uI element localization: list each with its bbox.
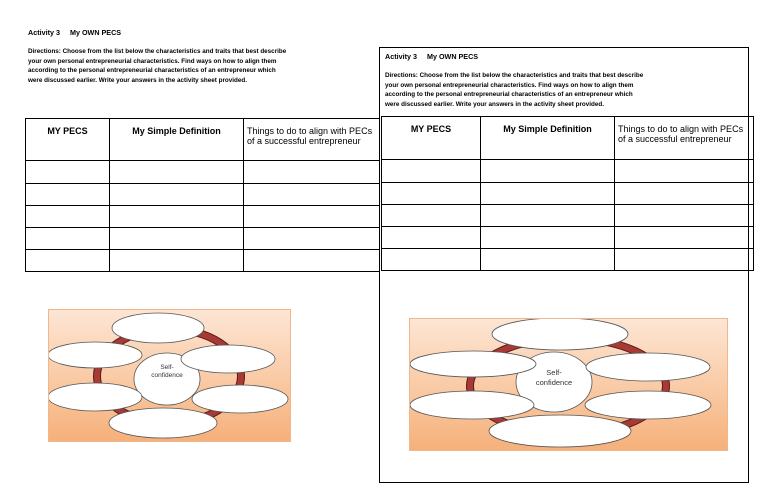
- table-cell[interactable]: [481, 183, 615, 205]
- header-things-to-do: Things to do to align with PECs of a successful entrepreneur: [244, 119, 380, 161]
- table-cell[interactable]: [382, 160, 481, 183]
- table-cell[interactable]: [615, 249, 754, 271]
- directions-line: your own personal entrepreneurial characteristics. Find ways on how to align them: [385, 81, 634, 89]
- directions-line: according to the personal entrepreneurial characteristics of an entrepreneur which: [28, 67, 276, 75]
- pecs-diagram-left: [48, 309, 291, 442]
- table-cell[interactable]: [244, 184, 380, 206]
- table-cell[interactable]: [110, 184, 244, 206]
- table-cell[interactable]: [382, 249, 481, 271]
- table-cell[interactable]: [615, 160, 754, 183]
- table-cell[interactable]: [110, 250, 244, 272]
- table-header-row: [26, 119, 380, 161]
- activity-panel-left: [28, 28, 378, 85]
- table-cell[interactable]: [110, 161, 244, 184]
- table-cell[interactable]: [26, 184, 110, 206]
- table-row: [382, 205, 754, 227]
- table-cell[interactable]: [244, 206, 380, 228]
- header-my-simple-definition: My Simple Definition: [481, 117, 615, 160]
- directions-line: Directions: Choose from the list below the characteristics and traits that best describe: [28, 48, 287, 55]
- header-things-to-do: Things to do to align with PECs of a successful entrepreneur: [615, 117, 754, 160]
- table-cell[interactable]: [26, 206, 110, 228]
- pecs-table-right: [381, 116, 754, 271]
- trait-oval-bottom[interactable]: [109, 408, 217, 438]
- directions-line: were discussed earlier. Write your answers in the activity sheet provided.: [28, 76, 247, 84]
- table-cell[interactable]: [481, 227, 615, 249]
- table-row: [382, 227, 754, 249]
- trait-oval-lower-right[interactable]: [192, 385, 288, 413]
- trait-oval-lower-left[interactable]: [410, 391, 534, 419]
- pecs-table-left: [25, 118, 380, 272]
- table-header-row: [382, 117, 754, 160]
- table-cell[interactable]: [244, 250, 380, 272]
- pecs-diagram-right: [409, 318, 728, 451]
- table-cell[interactable]: [26, 228, 110, 250]
- activity-title: My OWN PECS: [69, 28, 122, 37]
- trait-oval-bottom[interactable]: [489, 415, 631, 447]
- table-row: [26, 206, 380, 228]
- trait-oval-lower-left[interactable]: [49, 383, 142, 411]
- table-row: [26, 228, 380, 250]
- table-cell[interactable]: [110, 228, 244, 250]
- directions-text: [28, 47, 378, 85]
- header-my-pecs: MY PECS: [382, 117, 481, 160]
- table-cell[interactable]: [382, 227, 481, 249]
- table-row: [26, 161, 380, 184]
- table-cell[interactable]: [615, 183, 754, 205]
- activity-heading: [385, 52, 643, 61]
- trait-oval-upper-left[interactable]: [410, 351, 536, 377]
- directions-text: [385, 71, 643, 109]
- table-row: [26, 250, 380, 272]
- directions-line: Directions: Choose from the list below the characteristics and traits that best describe: [385, 72, 644, 79]
- activity-title: My OWN PECS: [426, 52, 479, 61]
- table-cell[interactable]: [481, 160, 615, 183]
- table-row: [382, 249, 754, 271]
- directions-line: your own personal entrepreneurial characteristics. Find ways on how to align them: [28, 57, 277, 65]
- activity-label: Activity 3: [385, 52, 417, 61]
- header-my-pecs: MY PECS: [26, 119, 110, 161]
- trait-oval-top[interactable]: [492, 319, 628, 350]
- table-row: [382, 183, 754, 205]
- table-cell[interactable]: [26, 161, 110, 184]
- table-row: [26, 184, 380, 206]
- table-cell[interactable]: [615, 205, 754, 227]
- activity-label: Activity 3: [28, 28, 60, 37]
- center-label-self-confidence: Self- confidence: [535, 368, 573, 387]
- table-cell[interactable]: [244, 228, 380, 250]
- table-cell[interactable]: [382, 183, 481, 205]
- table-cell[interactable]: [26, 250, 110, 272]
- table-row: [382, 160, 754, 183]
- header-my-simple-definition: My Simple Definition: [110, 119, 244, 161]
- table-cell[interactable]: [382, 205, 481, 227]
- directions-line: according to the personal entrepreneurial characteristics of an entrepreneur which: [385, 91, 633, 99]
- directions-line: were discussed earlier. Write your answers in the activity sheet provided.: [385, 100, 604, 108]
- activity-heading: [28, 28, 378, 37]
- table-cell[interactable]: [110, 206, 244, 228]
- table-cell[interactable]: [481, 249, 615, 271]
- trait-oval-upper-right[interactable]: [586, 353, 710, 381]
- trait-oval-upper-left[interactable]: [49, 342, 142, 368]
- center-label-self-confidence: Self- confidence: [151, 364, 183, 379]
- trait-oval-lower-right[interactable]: [585, 391, 711, 419]
- table-cell[interactable]: [481, 205, 615, 227]
- table-cell[interactable]: [615, 227, 754, 249]
- trait-oval-top[interactable]: [112, 313, 204, 343]
- table-cell[interactable]: [244, 161, 380, 184]
